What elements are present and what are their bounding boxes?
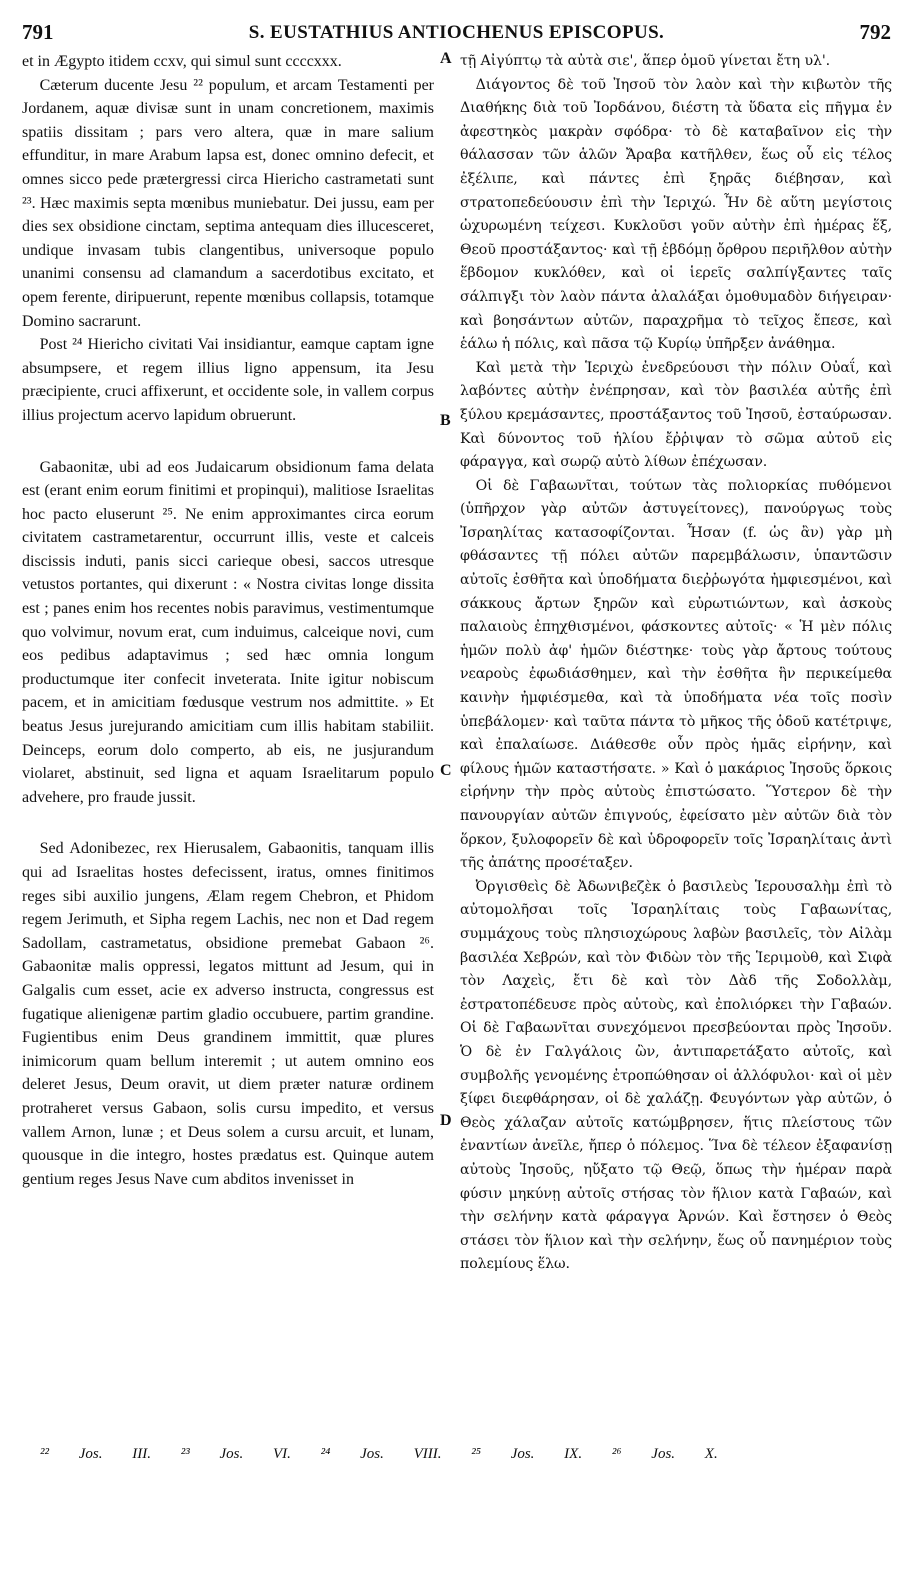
footnotes: ²² Jos. III. ²³ Jos. VI. ²⁴ Jos. VIII. ²⁵ Jos. IX. ²⁶ Jos. X. — [40, 1446, 718, 1462]
greek-paragraph: Οἱ δὲ Γαβαωνῖται, τούτων τὰς πολιορκίας πυθόμενοι (ὑπῆρχον γὰρ αὐτῶν ἀστυγείτονες), πανούργως τοὺς Ἰσραηλίτας κατασοφίζονται. Ἦσαν (f. ὡς ἂν) γὰρ μὴ φθάσαντες τῇ πόλει αὐτῶν παρεμβάλωσιν, ὑπαντῶσιν αὐτοῖς ἐσθῆτα καὶ ὑποδήματα διεῤῥωγότα ἠμφιεσμένοι, καὶ σάκκους ἄρτων ξηρῶν καὶ εὐρωτιώντων, καὶ ἀσκοὺς παλαιοὺς ἐπηχθισμένοι, φάσκοντες αὐτοῖς· « Ἡ μὲν πόλις ἡμῶν πολὺ ἀφ' ἡμῶν διέστηκε· τοὺς γὰρ ἄρτους τούτους νεαροὺς ἐφωδιάσθημεν, καὶ τὴν ἐσθῆτα ἣν περικείμεθα καινὴν ἠμφιέσμεθα, καὶ τὰ ὑποδήματα νέα τοῖς ποσὶν ὑπεβάλομεν· καὶ ταῦτα πάντα τὸ μῆκος τῆς ὁδοῦ κατέτριψε, καὶ ἐπαλαίωσε. Διάθεσθε οὖν πρὸς ἡμᾶς εἰρήνην, καὶ φίλους ἡμῶν καταστήσατε. » Καὶ ὁ μακάριος Ἰησοῦς ὅρκοις εἰρήνην τὴν πρὸς αὐτοὺς ἐπιστώσατο. Ὕστερον δὲ τὴν πανουργίαν αὐτῶν ἐπιγνούς, ἐφείσατο μὲν αὐτῶν διὰ τὸν ὅρκον, ξυλοφορεῖν δὲ καὶ ὑδροφορεῖν τοῖς Ἰσραηλίταις ἀντὶ τῆς ἀπάτης προσέταξεν. — [460, 477, 892, 872]
latin-paragraph: et in Ægypto itidem ccxv, qui simul sunt ccccxxx. — [22, 53, 342, 70]
latin-paragraph: Sed Adonibezec, rex Hierusalem, Gabaonitis, tanquam illis qui ad Israelitas hostes defecissent, iratus, omnes finitimos reges sibi auxilio jungens, Ælam regem Chebron, et Phidom regem Jerimuth, et Sipha regem Lachis, nec non et Dad regem Sadollam, castrametatus, obsidione premebat Gabaon ²⁶. Gabaonitæ malis oppressi, legatos mittunt ad Jesum, qui in Galgalis cum esset, acie ex adverso instructa, congressus est fugatique alienigenæ partim gladio occubuere, partim grandine. Fugientibus enim Deus grandinem immittit, quæ plures inimicorum quam bellum interemit ; ut autem omnino eos deleret Jesus, Deum oravit, ut diem præter naturæ ordinem protraheret versus Gabaon, solis cursu impedito, et versus vallem Arnon, lunæ ; et Deus solem a cursu arcuit, et lunam, quousque in die integro, hostes prædatus est. Quinque autem gentium reges Jesus Nave cum abditos invenisset in — [22, 840, 434, 1188]
latin-paragraph: Gabaonitæ, ubi ad eos Judaicarum obsidionum fama delata est (erant enim eorum finitimi et propinqui), malitiose Israelitas hoc pacto eluserunt ²⁵. Ne enim approximantes circa eorum civitatem castrametarentur, occurrunt illis, veste et calceis discissis induti, panis sicci carieque obesi, saccos utresque vetustos portantes, qui dixerunt : « Nostra civitas longe dissita est ; panes enim hos recentes nobis paravimus, vestimentumque quo volvimur, novum erat, cum induimus, calceique novi, cum eos pedibus adaptavimus ; sed hæc omnia longum productumque iter confecit inveterata. Inite igitur nobiscum pacem, et in amicitiam fœdusque vestrum nos admittite. » Et beatus Jesus jurejurando amicitiam cum illis habitam stabiliit. Deinceps, eorum dolo comperto, ab eis, ne jusjurandum violaret, abstinuit, sed ligna et aquam Israelitarum populo advehere, pro fraude jussit. — [22, 458, 434, 806]
latin-paragraph: Post ²⁴ Hiericho civitati Vai insidiantur, eamque captam igne absumpsere, et regem illius ligno appensum, ita Jesu præcipiente, cruci affixerunt, et occidente sole, in vallem corpus illius projectum acervo lapidum obruerunt. — [22, 336, 434, 424]
running-header — [22, 20, 891, 46]
greek-paragraph: τῇ Αἰγύπτῳ τὰ αὐτὰ σιε', ἅπερ ὁμοῦ γίνεται ἔτη υλ'. — [460, 53, 831, 69]
running-title: S. EUSTATHIUS ANTIOCHENUS EPISCOPUS. — [248, 22, 665, 43]
latin-column — [22, 50, 434, 1191]
greek-paragraph: Καὶ μετὰ τὴν Ἱεριχὼ ἐνεδρεύουσι τὴν πόλιν Οὐαΐ, καὶ λαβόντες αὐτὴν ἐνέπρησαν, καὶ τὸν βασιλέα αὐτῆς ἐπὶ ξύλου κρεμάσαντες, προστάξαντος τοῦ Ἰησοῦ, ἐσταύρωσαν. Καὶ δύνοντος τοῦ ἡλίου ἔῤῥιψαν τὸ σῶμα αὐτοῦ εἰς φάραγγα, καὶ σωρῷ αὐτὸ λίθων ἐπέχωσαν. — [460, 359, 892, 471]
greek-column — [460, 50, 892, 1277]
greek-paragraph: Ὀργισθεὶς δὲ Ἀδωνιβεζὲκ ὁ βασιλεὺς Ἱερουσαλὴμ ἐπὶ τὸ αὐτομολῆσαι τοῖς Ἰσραηλίταις τοὺς Γαβαωνίτας, συμμάχους τοὺς πλησιοχώρους λαβὼν βασιλεῖς, τὸν Αἰλὰμ βασιλέα Χεβρών, καὶ τὸν Φιδὼν τὸν τῆς Ἱεριμοὺθ, καὶ Σιφὰ τὸν Λαχεὶς, ἔτι δὲ καὶ τὸν Δὰδ τῆς Σοδολλὰμ, ἐστρατοπέδευσε πρὸς αὐτοὺς, καὶ ἐπολιόρκει τὴν Γαβαών. Οἱ δὲ Γαβαωνῖται συνεχόμενοι πρεσβεύονται πρὸς Ἰησοῦν. Ὁ δὲ ἐν Γαλγάλοις ὢν, ἀντιπαρετάξατο αὐτοῖς, καὶ συμβολῆς γενομένης ἐτροπώθησαν οἱ ἀλλόφυλοι· καὶ οἱ μὲν ξίφει διεφθάρησαν, οἱ δὲ χαλάζῃ. Φευγόντων γὰρ αὐτῶν, ὁ Θεὸς χάλαζαν αὐτοῖς κατώμβρησεν, ἥτις πλείστους τῶν ἐναντίων ἀνεῖλε, ἤπερ ὁ πόλεμος. Ἵνα δὲ τέλεον ἐξαφανίσῃ αὐτοὺς Ἰησοῦς, ηὔξατο τῷ Θεῷ, ὅπως τὴν ἡμέραν παρὰ φύσιν μηκύνῃ αὐτοῖς στήσας τὸν ἥλιον κατὰ Γαβαών, καὶ τὴν σελήνην κατὰ φάραγγα Ἀρνών. Καὶ ἔστησεν ὁ Θεὸς στάσει τὸν ἥλιον καὶ τὴν σελήνην, ἕως οὗ πανημέριον τοὺς πολεμίους ἕλω. — [460, 878, 892, 1273]
margin-marker-b: B — [440, 412, 451, 429]
margin-marker-d: D — [440, 1112, 452, 1129]
greek-paragraph: Διάγοντος δὲ τοῦ Ἰησοῦ τὸν λαὸν καὶ τὴν κιβωτὸν τῆς Διαθήκης διὰ τοῦ Ἰορδάνου, διέστη τὰ ὕδατα εἰς πῆγμα ἐν ἀφεστηκὸς μακρὰν σφόδρα· τὸ δὲ καταβαῖνον εἰς τὴν θάλασσαν τῶν ἁλῶν Ἄραβα κατῆλθεν, ἕως οὗ εἰς τέλος ἐξέλιπε, καὶ πάντες ἐπὶ ξηρᾶς διέβησαν, καὶ στρατοπεδεύουσιν ἐπὶ τὴν Ἱεριχώ. Ἦν δὲ αὕτη μεγίστοις ὠχυρωμένη τείχεσι. Κυκλοῦσι γοῦν αὐτὴν ἐπὶ ἡμέρας ἕξ, Θεοῦ προστάξαντος· καὶ τῇ ἑβδόμῃ ὄρθρου περιῆλθον αὐτὴν ἕβδομον κυκλόθεν, καὶ οἱ ἱερεῖς σαλπίγξαντες ταῖς σάλπιγξι τὸν λαὸν πάντα ἀλαλάξαι ὁμοθυμαδὸν διήγειραν· καὶ βοησάντων αὐτῶν, παραχρῆμα τὸ τεῖχος ἔπεσε, καὶ ἑάλω ἡ πόλις, καὶ πᾶσα τῷ Κυρίῳ ὑπῆρξεν ἀνάθημα. — [460, 76, 892, 353]
latin-paragraph: Cæterum ducente Jesu ²² populum, et arcam Testamenti per Jordanem, aquæ divisæ sunt in unam concretionem, maximis spatiis dissitam ; pars vero altera, quæ in mare salium effunditur, in mare Arabum lapsa est, donec omnino defecit, et omnes sicco pede prætergressi circa Hiericho castrametati sunt ²³. Hæc maximis septa mœnibus muniebatur. Dei jussu, eam per dies sex obsidione cinctam, septima antequam dies illucesceret, undique invasam tubis clangentibus, universoque populo unanimi consensu ad clamandum a sacerdotibus excitato, et opem ferente, diripuerunt, repente mœnibus collapsis, totamque Domino sacrarunt. — [22, 76, 434, 330]
page-number-right: 792 — [859, 20, 891, 44]
page-number-left: 791 — [22, 20, 54, 44]
margin-marker-a: A — [440, 50, 452, 67]
margin-marker-c: C — [440, 762, 452, 779]
